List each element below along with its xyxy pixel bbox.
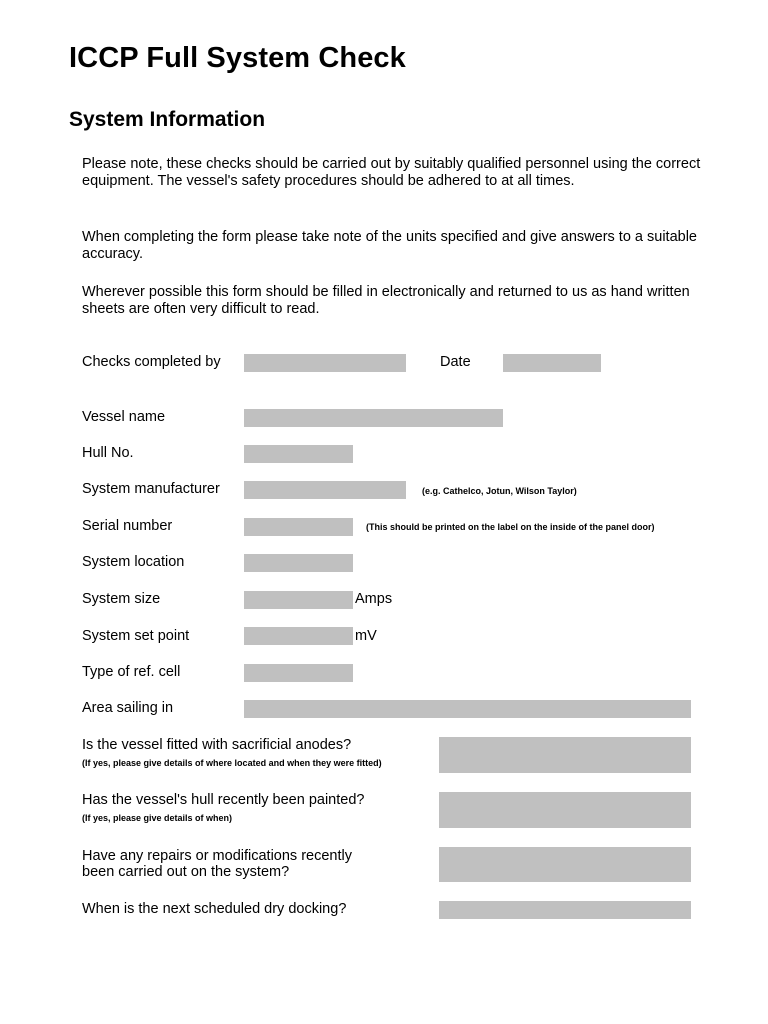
system-set-point-input[interactable] bbox=[244, 627, 353, 645]
hull-painted-input[interactable] bbox=[439, 792, 691, 828]
vessel-name-label: Vessel name bbox=[82, 409, 166, 425]
system-location-label: System location bbox=[82, 554, 185, 570]
hull-no-input[interactable] bbox=[244, 445, 353, 463]
system-size-label: System size bbox=[82, 591, 161, 607]
page-title: ICCP Full System Check bbox=[69, 42, 406, 74]
serial-number-input[interactable] bbox=[244, 518, 353, 536]
mv-unit-label: mV bbox=[355, 628, 377, 644]
ref-cell-type-input[interactable] bbox=[244, 664, 353, 682]
sacrificial-anodes-question: Is the vessel fitted with sacrificial anodes? bbox=[82, 737, 352, 753]
units-note-paragraph: When completing the form please take note of the units specified and give answers to a suitable accuracy. bbox=[82, 229, 697, 262]
system-manufacturer-label: System manufacturer bbox=[82, 481, 220, 497]
system-location-input[interactable] bbox=[244, 554, 353, 572]
vessel-name-input[interactable] bbox=[244, 409, 503, 427]
system-manufacturer-input[interactable] bbox=[244, 481, 406, 499]
hull-painted-instruction: (If yes, please give details of when) bbox=[82, 813, 233, 823]
checks-completed-by-input[interactable] bbox=[244, 354, 406, 372]
date-input[interactable] bbox=[503, 354, 601, 372]
hull-painted-question: Has the vessel's hull recently been painted? bbox=[82, 792, 365, 808]
area-sailing-input[interactable] bbox=[244, 700, 691, 718]
sacrificial-anodes-input[interactable] bbox=[439, 737, 691, 773]
serial-number-note: (This should be printed on the label on the inside of the panel door) bbox=[366, 522, 655, 532]
serial-number-label: Serial number bbox=[82, 518, 173, 534]
repairs-question-line1: Have any repairs or modifications recently bbox=[82, 848, 352, 864]
system-size-input[interactable] bbox=[244, 591, 353, 609]
dry-docking-input[interactable] bbox=[439, 901, 691, 919]
electronic-submission-paragraph: Wherever possible this form should be filled in electronically and returned to us as hand written sheets are often very difficult to read. bbox=[82, 284, 690, 317]
dry-docking-question: When is the next scheduled dry docking? bbox=[82, 901, 347, 917]
date-label: Date bbox=[440, 354, 471, 370]
amps-unit-label: Amps bbox=[355, 591, 393, 607]
repairs-input[interactable] bbox=[439, 847, 691, 882]
area-sailing-label: Area sailing in bbox=[82, 700, 174, 716]
ref-cell-type-label: Type of ref. cell bbox=[82, 664, 181, 680]
hull-no-label: Hull No. bbox=[82, 445, 134, 461]
sacrificial-anodes-instruction: (If yes, please give details of where located and when they were fitted) bbox=[82, 758, 382, 768]
section-heading: System Information bbox=[69, 108, 266, 131]
system-set-point-label: System set point bbox=[82, 628, 190, 644]
manufacturer-example-note: (e.g. Cathelco, Jotun, Wilson Taylor) bbox=[422, 486, 577, 496]
safety-note-paragraph: Please note, these checks should be carried out by suitably qualified personnel using the correct equipment. The vessel's safety procedures should be adhered to at all times. bbox=[82, 156, 701, 189]
checks-completed-by-label: Checks completed by bbox=[82, 354, 221, 370]
repairs-question-line2: been carried out on the system? bbox=[82, 864, 290, 880]
